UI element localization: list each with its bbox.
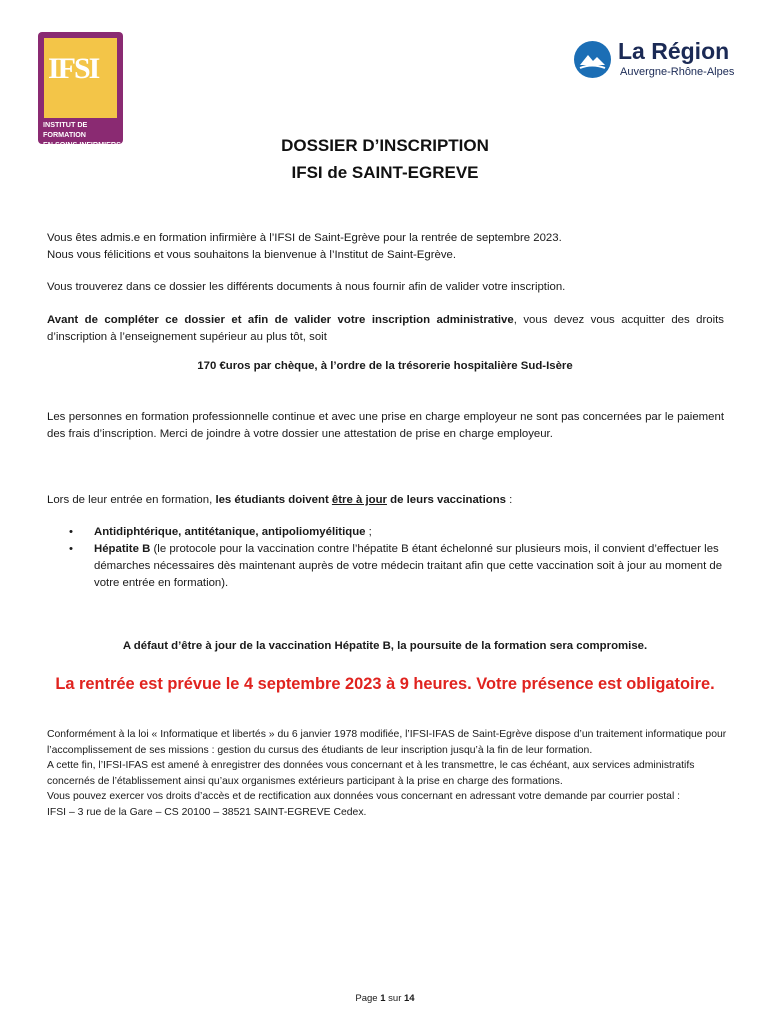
fees-bold-lead: Avant de compléter ce dossier et afin de valider votre inscription administrative: [47, 314, 514, 326]
legal-p2: A cette fin, l’IFSI-IFAS est amené à enregistrer des données vous concernant et à les transmettre, le cas échéant, aux services administratifs concernés de l’établissement ainsi qu’aux organismes extérieurs participant à la prise en charge des formations.: [47, 760, 695, 787]
region-mountain-icon: [574, 41, 611, 78]
intro-line1: Vous êtes admis.e en formation infirmière à l’IFSI de Saint-Egrève pour la rentrée de septembre 2023.: [47, 232, 562, 244]
bullet-icon: •: [69, 543, 73, 555]
page-sur: sur: [385, 993, 405, 1004]
legal-p3: Vous pouvez exercer vos droits d’accès et de rectification aux données vous concernant en adressant votre demande par courrier postal :: [47, 791, 681, 802]
legal-p4: IFSI – 3 rue de la Gare – CS 20100 – 38521 SAINT-EGREVE Cedex.: [47, 806, 367, 818]
documents-paragraph: Vous trouverez dans ce dossier les différents documents à nous fournir afin de valider votre inscription.: [47, 281, 566, 293]
fees-amount: 170 €uros par chèque, à l’ordre de la trésorerie hospitalière Sud-Isère: [197, 360, 573, 372]
vaccination-warning: A défaut d’être à jour de la vaccination Hépatite B, la poursuite de la formation sera compromise.: [122, 640, 648, 652]
page-word: Page: [355, 993, 381, 1004]
vaccine-item1-end: ;: [365, 526, 372, 538]
intro-paragraph: [47, 230, 724, 264]
continuing-education-paragraph: Les personnes en formation professionnelle continue et avec une prise en charge employeur ne sont pas concernées par le paiement des frais d’inscription. Merci de joindre à votre dossier une attestation de prise en charge employeur.: [47, 411, 724, 440]
vaccine-item2-rest: (le protocole pour la vaccination contre l’hépatite B étant échelonné sur plusieurs mois, il convient d’effectuer les démarches nécessaires dès maintenant auprès de votre médecin traitant afin que cette vaccination soit à jour au moment de votre entrée en formation).: [94, 543, 723, 589]
fees-rest: , vous devez vous acquitter des droits d’inscription à l’enseignement supérieur au plus tôt, soit: [47, 314, 724, 343]
vaccination-intro-bold-end: de leurs vaccinations: [386, 494, 507, 506]
list-item: [47, 524, 724, 541]
vaccination-intro-end: :: [506, 494, 513, 506]
region-logo: [574, 38, 754, 86]
rentree-notice: La rentrée est prévue le 4 septembre 2023 à 9 heures. Votre présence est obligatoire.: [55, 675, 715, 693]
page-num: 1: [380, 993, 386, 1004]
ifsi-logo: [38, 32, 123, 149]
document-title-line2: IFSI de SAINT-EGREVE: [291, 163, 479, 182]
ifsi-logo-emblem: [44, 38, 117, 118]
vaccine-item1-bold: Antidiphtérique, antitétanique, antipoliomyélitique: [94, 526, 366, 538]
document-title-line1: DOSSIER D’INSCRIPTION: [281, 136, 489, 155]
vaccination-intro: [47, 492, 724, 509]
ifsi-caption-line1: INSTITUT DE FORMATION: [43, 120, 88, 139]
list-item: [47, 541, 724, 592]
legal-p1: Conformément à la loi « Informatique et libertés » du 6 janvier 1978 modifiée, l’IFSI-IFAS de Saint-Egrève dispose d’un traitement informatique pour l’accomplissement de ses missions : gestion du cursus des étudiants de leur inscription jusqu’à la fin de leur formation.: [47, 729, 727, 756]
ifsi-caption-line2: EN SOINS INFIRMIERS: [43, 140, 121, 149]
intro-line2: Nous vous félicitions et vous souhaitons la bienvenue à l’Institut de Saint-Egrève.: [47, 249, 457, 261]
page-number: [0, 993, 770, 1004]
region-subtitle: Auvergne-Rhône-Alpes: [620, 66, 735, 78]
fees-paragraph: [47, 312, 724, 346]
vaccine-item2-bold: Hépatite B: [94, 543, 151, 555]
page-total: 14: [404, 993, 415, 1004]
bullet-icon: •: [69, 526, 73, 538]
ifsi-logo-letters: IFSI: [48, 52, 99, 85]
vaccination-intro-bold: les étudiants doivent: [215, 494, 332, 506]
vaccination-intro-start: Lors de leur entrée en formation,: [47, 494, 216, 506]
vaccination-list: [47, 524, 724, 592]
region-name: La Région: [618, 38, 730, 64]
legal-notice: [47, 727, 727, 820]
vaccination-intro-underline: être à jour: [331, 494, 387, 506]
